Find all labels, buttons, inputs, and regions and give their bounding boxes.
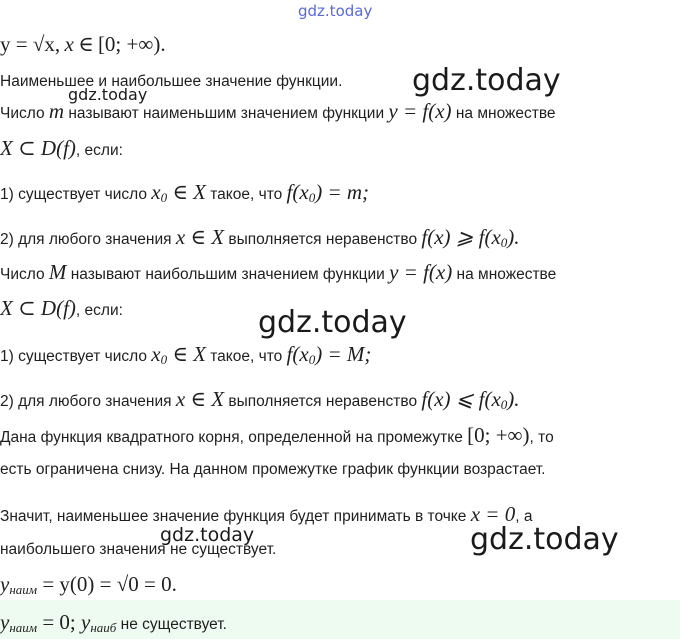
text: называют наименьшим значением функции	[64, 105, 389, 122]
math-point: x = 0	[470, 502, 516, 526]
math-subset: X ⊂ D(f)	[0, 296, 76, 320]
text: , если:	[75, 142, 123, 159]
subset-line-min	[0, 137, 123, 162]
math-inequality-end: ).	[507, 225, 520, 249]
heading-text: Наименьшее и наибольшее значение функции.	[0, 73, 343, 90]
math-subscript: 0	[160, 352, 168, 367]
math-inequality-end: ).	[507, 387, 520, 411]
text: 2) для любого значения	[0, 393, 176, 410]
math-x-in-x: x ∈ X	[175, 387, 225, 411]
math-y-equals-fx: y = f(x)	[388, 99, 452, 123]
text: , то	[529, 429, 554, 446]
given-function-line	[0, 424, 554, 449]
math-equals-m: ) = m;	[315, 180, 370, 204]
math-subscript: 0	[500, 235, 508, 250]
text: Значит, наименьшее значение функция будет принимать в точке	[0, 508, 471, 525]
no-max-line	[0, 539, 276, 561]
section-heading	[0, 71, 342, 93]
math-subscript: 0	[160, 190, 168, 205]
definition-max	[0, 261, 556, 286]
text: Число	[0, 266, 49, 283]
math-equals-zero: = 0;	[37, 610, 82, 634]
math-interval: [0; +∞)	[467, 423, 530, 447]
text: есть ограничена снизу. На данном промежутке график функции возрастает.	[0, 461, 546, 478]
text: 2) для любого значения	[0, 231, 176, 248]
watermark: gdz.today	[258, 305, 407, 340]
math-subscript: 0	[308, 190, 316, 205]
text: Число	[0, 105, 49, 122]
definition-min	[0, 100, 556, 125]
math-element-of: ∈	[78, 32, 94, 56]
math-M: M	[48, 260, 67, 284]
text: называют наибольшим значением функции	[66, 266, 390, 283]
math-y: y	[81, 610, 91, 634]
watermark-top: gdz.today	[298, 2, 373, 20]
math-equals-M: ) = M;	[315, 342, 372, 366]
math-subscript: наиб	[90, 620, 117, 635]
bounded-line	[0, 459, 545, 481]
watermark: gdz.today	[68, 85, 148, 104]
math-function-equation: y = √x,	[0, 32, 61, 56]
watermark: gdz.today	[470, 522, 619, 557]
text: 1) существует число	[0, 186, 152, 203]
math-y: y	[0, 572, 10, 596]
math-x: x	[151, 342, 161, 366]
answer-text: не существует.	[116, 616, 227, 633]
max-condition-1	[0, 343, 371, 371]
math-subscript: 0	[308, 352, 316, 367]
math-subset: X ⊂ D(f)	[0, 136, 76, 160]
function-domain-line	[0, 33, 166, 58]
math-subscript: наим	[9, 582, 38, 597]
text: выполняется неравенство	[224, 231, 422, 248]
subset-line-max	[0, 297, 123, 322]
answer-line	[0, 611, 227, 639]
text: Дана функция квадратного корня, определенной на промежутке	[0, 429, 468, 446]
text: , если:	[75, 302, 123, 319]
math-f-of-x: f(x	[286, 342, 309, 366]
math-y-equals-fx: y = f(x)	[389, 260, 453, 284]
watermark: gdz.today	[412, 63, 561, 98]
text: наибольшего значения не существует.	[0, 541, 277, 558]
text: 1) существует число	[0, 348, 152, 365]
math-in-x: ∈ X	[167, 180, 206, 204]
min-condition-1	[0, 181, 369, 209]
math-inequality: f(x) ⩽ f(x	[421, 387, 501, 411]
math-inequality: f(x) ⩾ f(x	[421, 225, 501, 249]
text: выполняется неравенство	[224, 393, 422, 410]
text: , а	[515, 508, 533, 525]
therefore-line	[0, 503, 532, 528]
math-x-in-x: x ∈ X	[175, 225, 225, 249]
text: на множестве	[452, 266, 557, 283]
math-subscript: наим	[9, 620, 38, 635]
max-condition-2	[0, 388, 520, 416]
text: такое, что	[205, 348, 287, 365]
text: такое, что	[205, 186, 287, 203]
min-condition-2	[0, 226, 520, 254]
math-m: m	[48, 99, 65, 123]
math-y: y	[0, 610, 10, 634]
text: на множестве	[451, 105, 556, 122]
math-x: x	[151, 180, 161, 204]
math-subscript: 0	[500, 397, 508, 412]
math-calculation: = y(0) = √0 = 0.	[37, 572, 177, 596]
math-variable: x	[64, 32, 74, 56]
calculation-line	[0, 573, 177, 601]
watermark: gdz.today	[160, 524, 255, 546]
math-f-of-x: f(x	[286, 180, 309, 204]
math-in-x: ∈ X	[167, 342, 206, 366]
math-interval: [0; +∞).	[97, 32, 166, 56]
